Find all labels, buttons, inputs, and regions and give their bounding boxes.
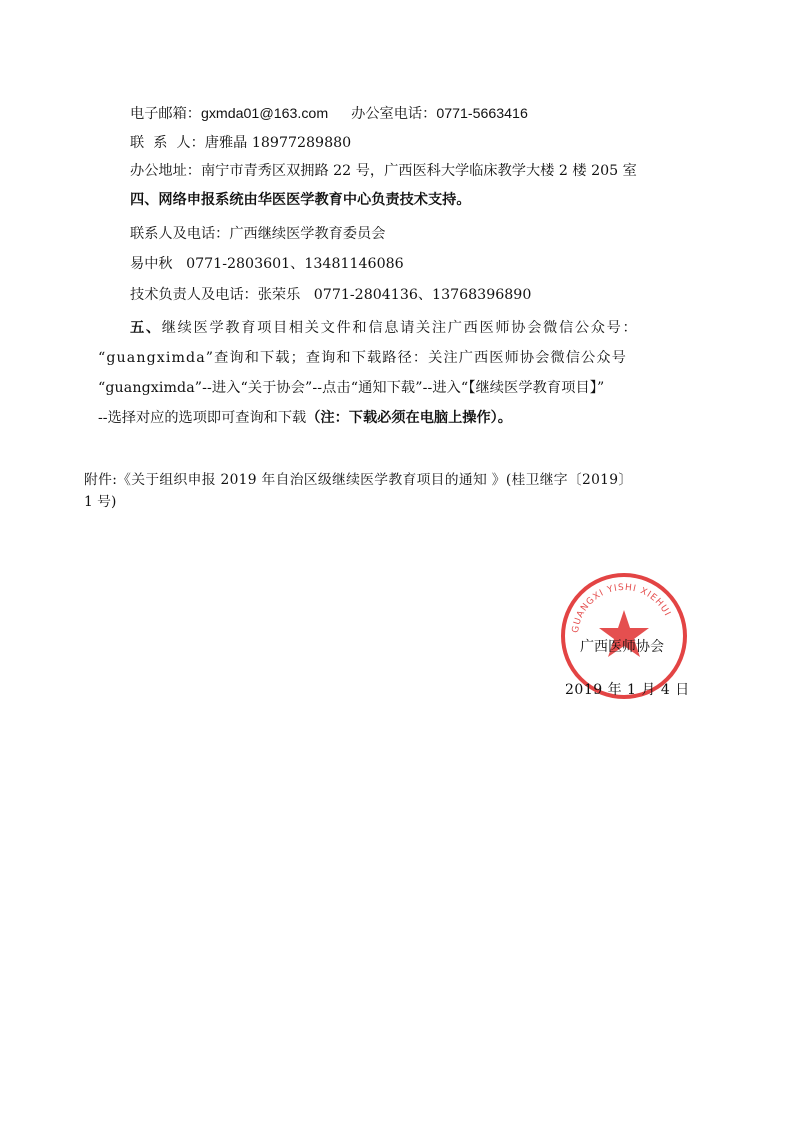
section-5-text-1: 继续医学教育项目相关文件和信息请关注广西医师协会微信公众号： bbox=[161, 320, 639, 336]
address-line bbox=[130, 161, 637, 181]
section-5-line-3: “guangximda”--进入“关于协会”--点击“通知下载”--进入“【继续医学教育项目】” bbox=[98, 380, 605, 396]
office-phone-value: 0771-5663416 bbox=[436, 106, 528, 122]
office-phone-label: 办公室电话： bbox=[351, 106, 437, 122]
email-label: 电子邮箱： bbox=[130, 106, 201, 122]
section-4-contact-label: 联系人及电话：广西继续医学教育委员会 bbox=[130, 226, 386, 242]
contact-person-label: 联 系 人： bbox=[130, 135, 205, 151]
attachment-line-2: 1 号) bbox=[84, 494, 117, 510]
section-5-lead: 五、 bbox=[130, 320, 162, 336]
email-line bbox=[130, 104, 528, 124]
section-5-line-1 bbox=[130, 318, 638, 338]
seal-pinyin: GUANGXI YISHI XIEHUI bbox=[570, 582, 673, 634]
signing-organization: 广西医师协会 bbox=[580, 639, 664, 655]
email-value: gxmda01@163.com bbox=[200, 106, 329, 122]
section-5-line-2: “guangximda”查询和下载；查询和下载路径：关注广西医师协会微信公众号 bbox=[98, 350, 627, 366]
section-4-tech-line: 技术负责人及电话：张荣乐 0771-2804136、13768396890 bbox=[130, 287, 532, 303]
section-5-text-4: --选择对应的选项即可查询和下载 bbox=[98, 410, 307, 426]
section-4-heading: 四、网络申报系统由华医医学教育中心负责技术支持。 bbox=[130, 192, 471, 208]
attachment-line-1: 附件:《关于组织申报 2019 年自治区级继续医学教育项目的通知 》(桂卫继字〔2019〕 bbox=[84, 472, 633, 488]
contact-person-line bbox=[130, 133, 351, 153]
section-5-line-4 bbox=[98, 408, 512, 428]
download-note: （注：下载必须在电脑上操作）。 bbox=[306, 410, 512, 426]
section-4-contact-line: 易中秋 0771-2803601、13481146086 bbox=[130, 256, 404, 272]
contact-person-value: 唐雅晶 18977289880 bbox=[204, 135, 352, 151]
signing-date: 2019 年 1 月 4 日 bbox=[565, 682, 690, 698]
address-label: 办公地址： bbox=[130, 163, 201, 179]
address-value: 南宁市青秀区双拥路 22 号，广西医科大学临床教学大楼 2 楼 205 室 bbox=[200, 163, 637, 179]
